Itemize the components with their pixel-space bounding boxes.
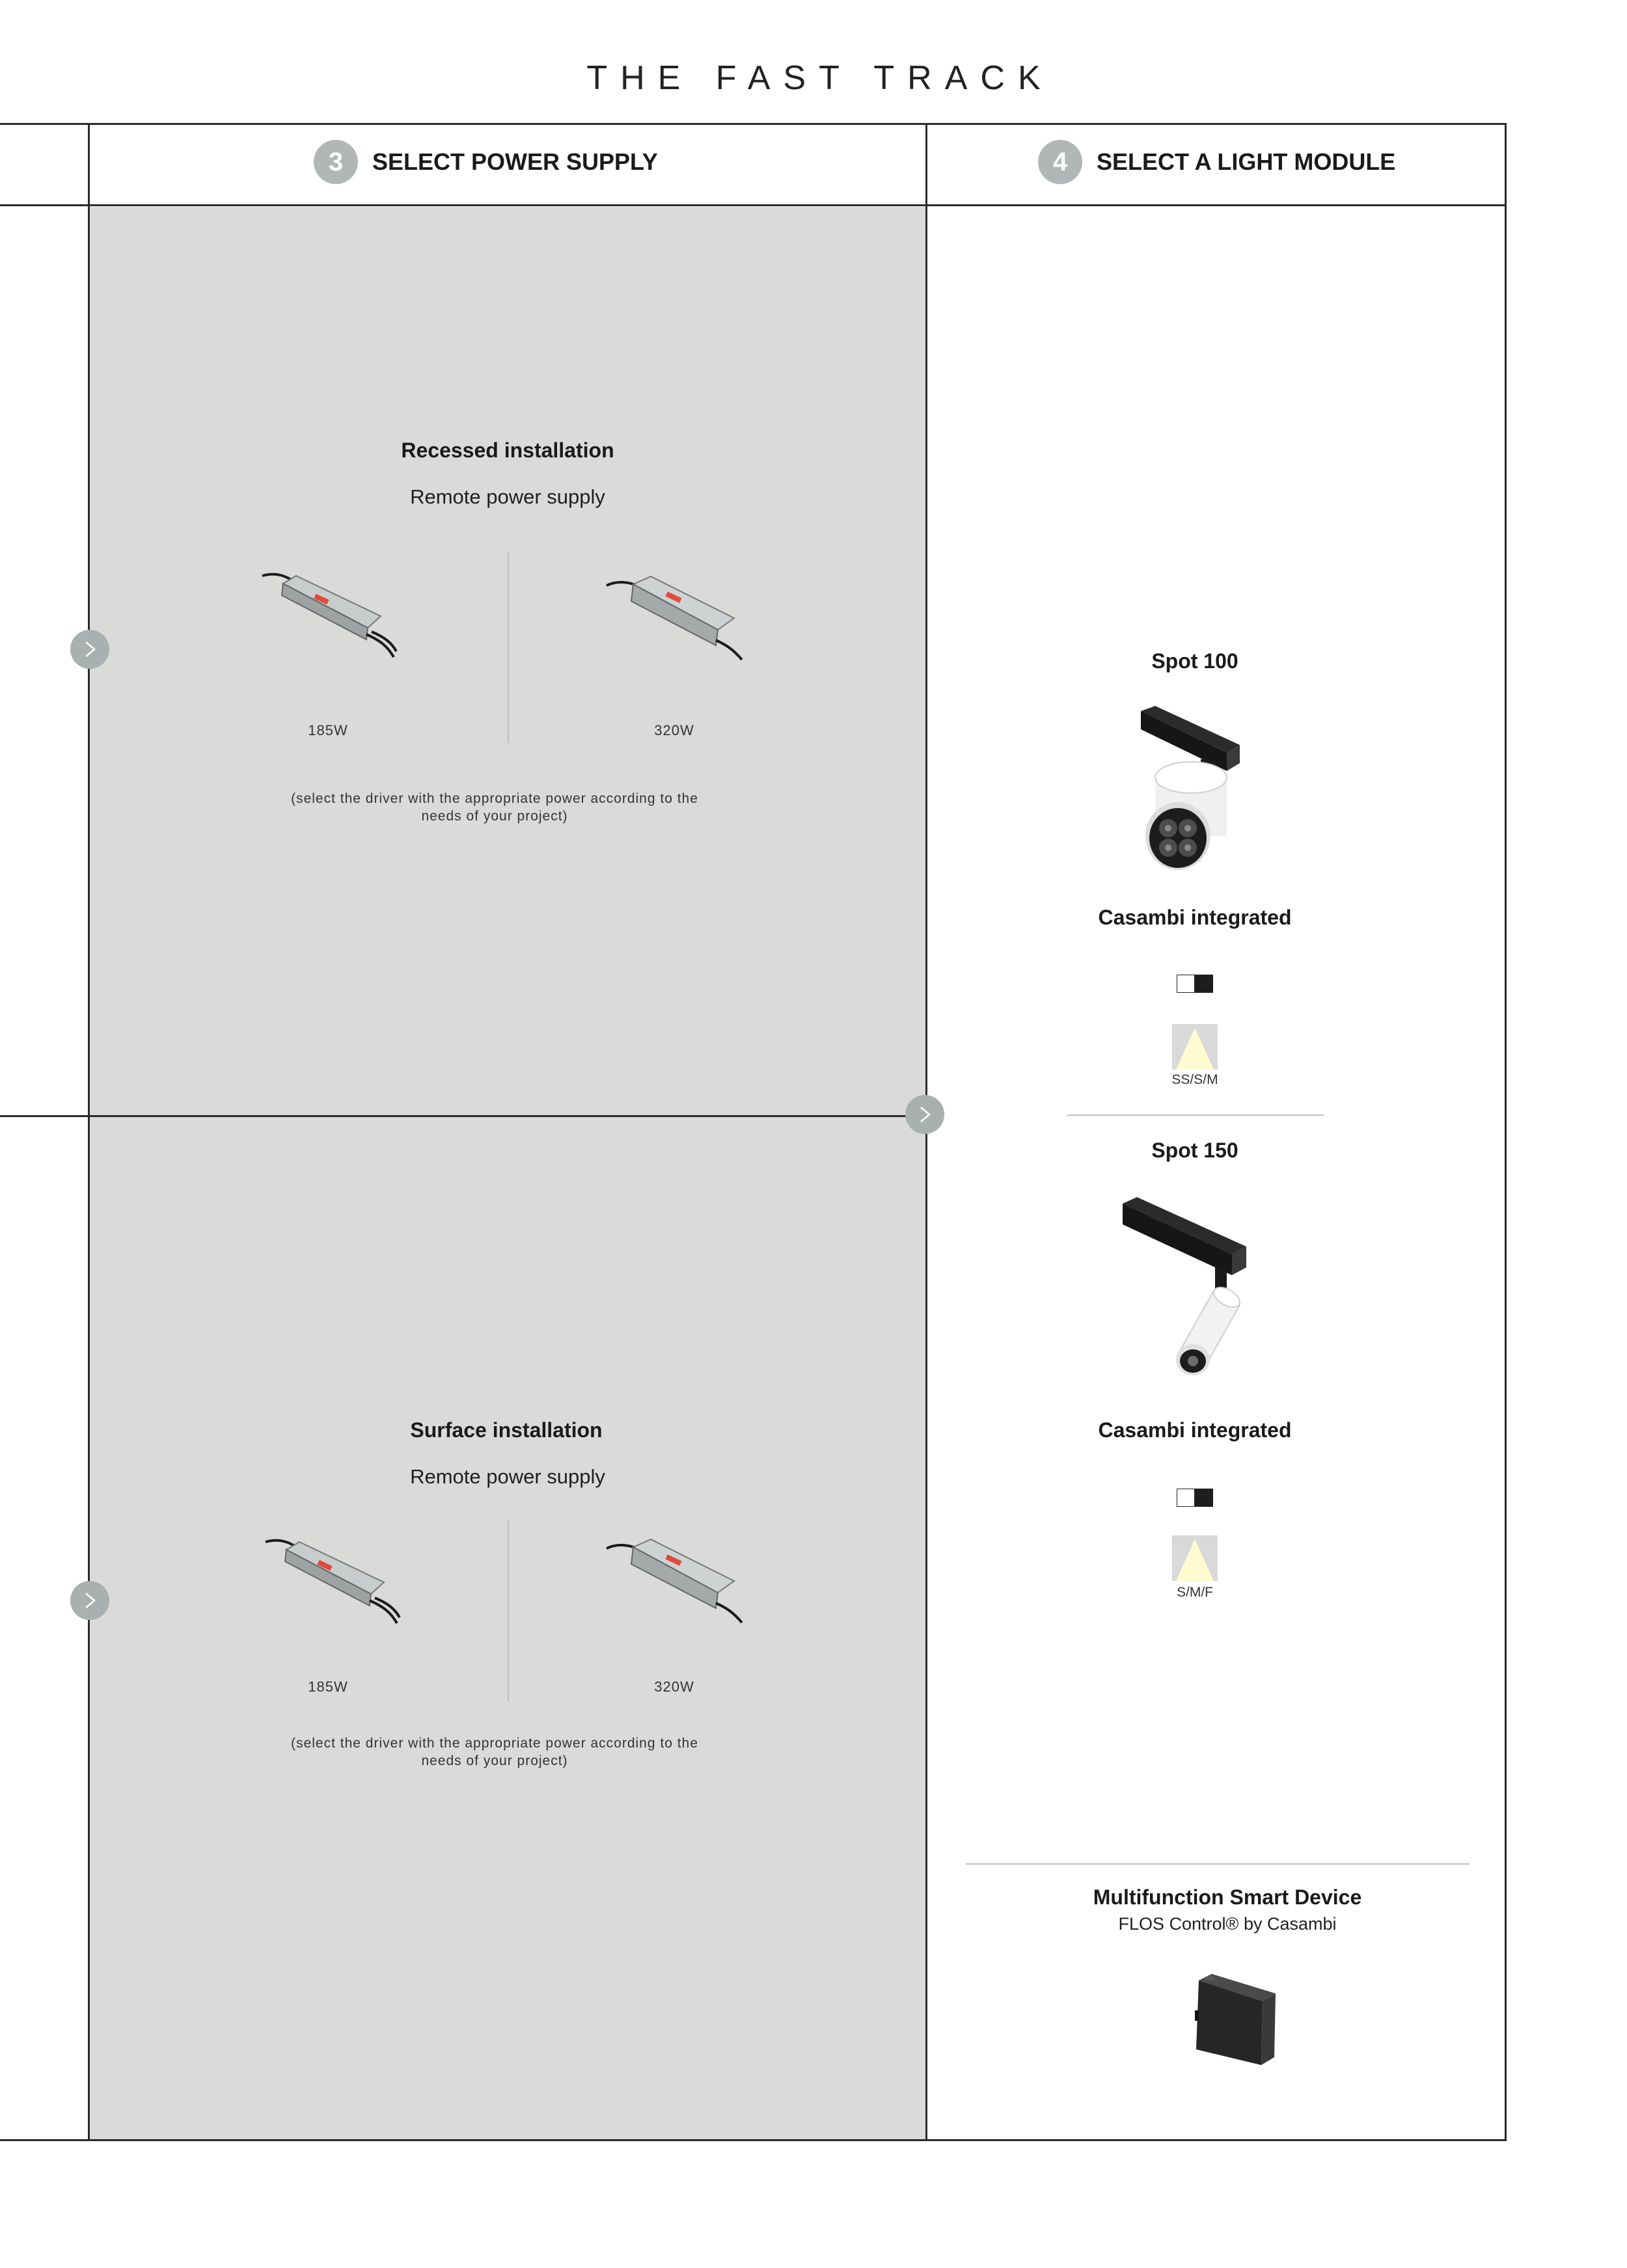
step-4-label: SELECT A LIGHT MODULE bbox=[1097, 148, 1396, 175]
spot-150-title: Spot 150 bbox=[1151, 1139, 1238, 1162]
spot-100-image bbox=[1129, 706, 1246, 875]
step-3-header bbox=[314, 136, 658, 188]
surface-note bbox=[215, 1735, 774, 1770]
spot-100-feature: Casambi integrated bbox=[1098, 906, 1292, 929]
recessed-option-320w: 320W bbox=[654, 722, 694, 738]
surface-option-320w: 320W bbox=[654, 1679, 694, 1695]
smart-device-image bbox=[1186, 1971, 1277, 2069]
recessed-note-line2: needs of your project) bbox=[421, 809, 568, 824]
next-arrow-recessed[interactable] bbox=[70, 630, 109, 669]
chevron-right-icon bbox=[80, 640, 100, 659]
page-title: THE FAST TRACK bbox=[586, 59, 1054, 97]
recessed-option-185w: 185W bbox=[308, 722, 348, 738]
driver-divider-recessed bbox=[508, 552, 509, 743]
next-arrow-light-module[interactable] bbox=[905, 1095, 944, 1134]
header-bottom-border bbox=[0, 204, 1507, 206]
surface-note-line2: needs of your project) bbox=[421, 1753, 568, 1768]
driver-185w-image bbox=[260, 1535, 403, 1627]
recessed-note-line1: (select the driver with the appropriate power according to the bbox=[291, 791, 698, 806]
column-divider-right bbox=[1505, 123, 1507, 2141]
driver-320w-image bbox=[604, 1535, 747, 1627]
surface-subtitle: Remote power supply bbox=[410, 1465, 605, 1488]
finish-swatch-icon bbox=[1177, 975, 1213, 993]
step-4-header bbox=[1038, 136, 1395, 188]
next-arrow-surface[interactable] bbox=[70, 1581, 109, 1620]
column-divider-left bbox=[88, 123, 90, 2141]
spot-150-feature: Casambi integrated bbox=[1098, 1418, 1292, 1442]
step-3-label: SELECT POWER SUPPLY bbox=[372, 148, 658, 175]
surface-title: Surface installation bbox=[410, 1418, 603, 1442]
finish-swatch-icon bbox=[1177, 1489, 1213, 1507]
spot-150-beams: S/M/F bbox=[1177, 1585, 1213, 1600]
row-divider bbox=[0, 1115, 927, 1117]
spot-100-beams: SS/S/M bbox=[1171, 1072, 1218, 1087]
smart-device-subtitle: FLOS Control® by Casambi bbox=[1118, 1914, 1337, 1934]
surface-note-line1: (select the driver with the appropriate power according to the bbox=[291, 1736, 698, 1751]
smart-device-title: Multifunction Smart Device bbox=[1093, 1885, 1362, 1909]
driver-divider-surface bbox=[508, 1519, 509, 1701]
recessed-note bbox=[215, 790, 774, 825]
step-3-badge: 3 bbox=[314, 140, 358, 184]
driver-185w-image bbox=[257, 569, 400, 660]
chevron-right-icon bbox=[915, 1105, 935, 1124]
beam-angle-icon bbox=[1172, 1024, 1218, 1070]
recessed-title: Recessed installation bbox=[401, 439, 614, 462]
recessed-subtitle: Remote power supply bbox=[410, 485, 605, 508]
driver-320w-image bbox=[604, 573, 747, 664]
table-bottom-border bbox=[0, 2139, 1507, 2141]
table-top-border bbox=[0, 123, 1507, 125]
spot-divider bbox=[1067, 1114, 1324, 1116]
spot-100-title: Spot 100 bbox=[1151, 649, 1238, 673]
step-4-badge: 4 bbox=[1038, 140, 1082, 184]
surface-option-185w: 185W bbox=[308, 1679, 348, 1695]
beam-angle-icon bbox=[1172, 1535, 1218, 1581]
chevron-right-icon bbox=[80, 1591, 100, 1610]
spot-150-image bbox=[1116, 1195, 1266, 1383]
smart-device-divider bbox=[966, 1863, 1470, 1865]
